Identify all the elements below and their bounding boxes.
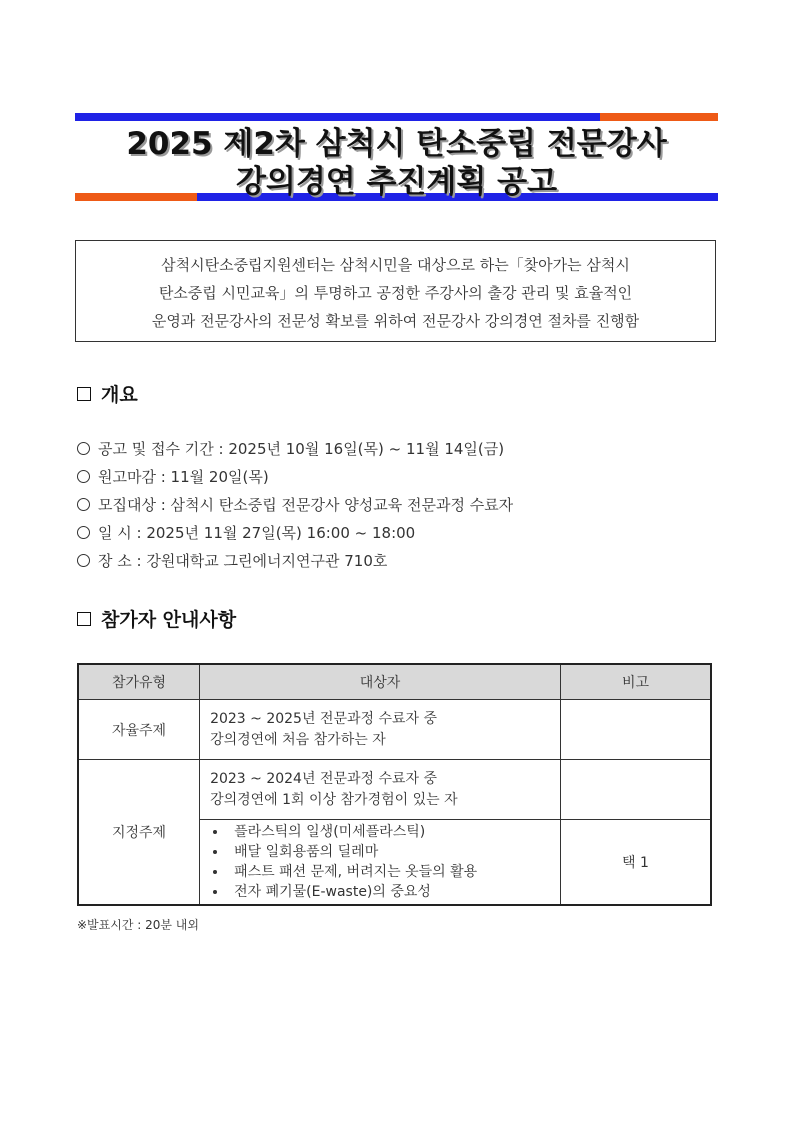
list-item: • 전자 폐기물(E-waste)의 중요성 xyxy=(228,882,560,902)
overview-item: 일 시 : 2025년 11월 27일(목) 16:00 ~ 18:00 xyxy=(77,522,415,543)
overview-item: 장 소 : 강원대학교 그린에너지연구관 710호 xyxy=(77,550,387,571)
table-cell-topics xyxy=(200,820,561,906)
intro-box xyxy=(75,240,716,342)
table-cell-target: 2023 ~ 2025년 전문과정 수료자 중 강의경연에 처음 참가하는 자 xyxy=(200,700,561,760)
footnote: ※발표시간 : 20분 내외 xyxy=(77,918,199,932)
square-bullet-icon xyxy=(77,387,91,401)
circle-bullet-icon xyxy=(77,470,90,483)
section-title: 개요 xyxy=(101,384,138,406)
page-title-line1: 2025 제2차 삼척시 탄소중립 전문강사 xyxy=(126,126,667,162)
square-bullet-icon xyxy=(77,612,91,626)
table-header: 참가유형 xyxy=(78,664,200,700)
table-header-row xyxy=(78,664,711,700)
table-cell-target: 2023 ~ 2024년 전문과정 수료자 중 강의경연에 1회 이상 참가경험이 있는 자 xyxy=(200,760,561,820)
overview-item: 공고 및 접수 기간 : 2025년 10월 16일(목) ~ 11월 14일(금) xyxy=(77,438,504,459)
list-item: • 배달 일회용품의 딜레마 xyxy=(228,842,560,862)
table-cell-type: 자율주제 xyxy=(78,700,200,760)
circle-bullet-icon xyxy=(77,526,90,539)
table-cell-note xyxy=(561,760,712,820)
page-title-line2: 강의경연 추진계획 공고 xyxy=(235,164,558,200)
circle-bullet-icon xyxy=(77,554,90,567)
section-participants-heading xyxy=(77,605,236,632)
list-item: • 패스트 패션 문제, 버려지는 옷들의 활용 xyxy=(228,862,560,882)
topic-list xyxy=(200,820,560,904)
table-header: 비고 xyxy=(561,664,712,700)
table-header: 대상자 xyxy=(200,664,561,700)
overview-item: 모집대상 : 삼척시 탄소중립 전문강사 양성교육 전문과정 수료자 xyxy=(77,494,513,515)
table-row xyxy=(78,700,711,760)
intro-line: 탄소중립 시민교육」의 투명하고 공정한 주강사의 출강 관리 및 효율적인 xyxy=(158,284,633,302)
table-row xyxy=(78,760,711,820)
section-overview-heading xyxy=(77,380,138,407)
intro-line: 운영과 전문강사의 전문성 확보를 위하여 전문강사 강의경연 절차를 진행함 xyxy=(151,312,640,330)
table-cell-note: 택 1 xyxy=(561,820,712,906)
section-title: 참가자 안내사항 xyxy=(101,609,237,631)
circle-bullet-icon xyxy=(77,442,90,455)
circle-bullet-icon xyxy=(77,498,90,511)
table-cell-type: 지정주제 xyxy=(78,760,200,906)
overview-item: 원고마감 : 11월 20일(목) xyxy=(77,466,269,487)
list-item: • 플라스틱의 일생(미세플라스틱) xyxy=(228,822,560,842)
participants-table xyxy=(77,663,712,906)
table-cell-note xyxy=(561,700,712,760)
intro-line: 삼척시탄소중립지원센터는 삼척시민을 대상으로 하는「찾아가는 삼척시 xyxy=(161,256,630,274)
